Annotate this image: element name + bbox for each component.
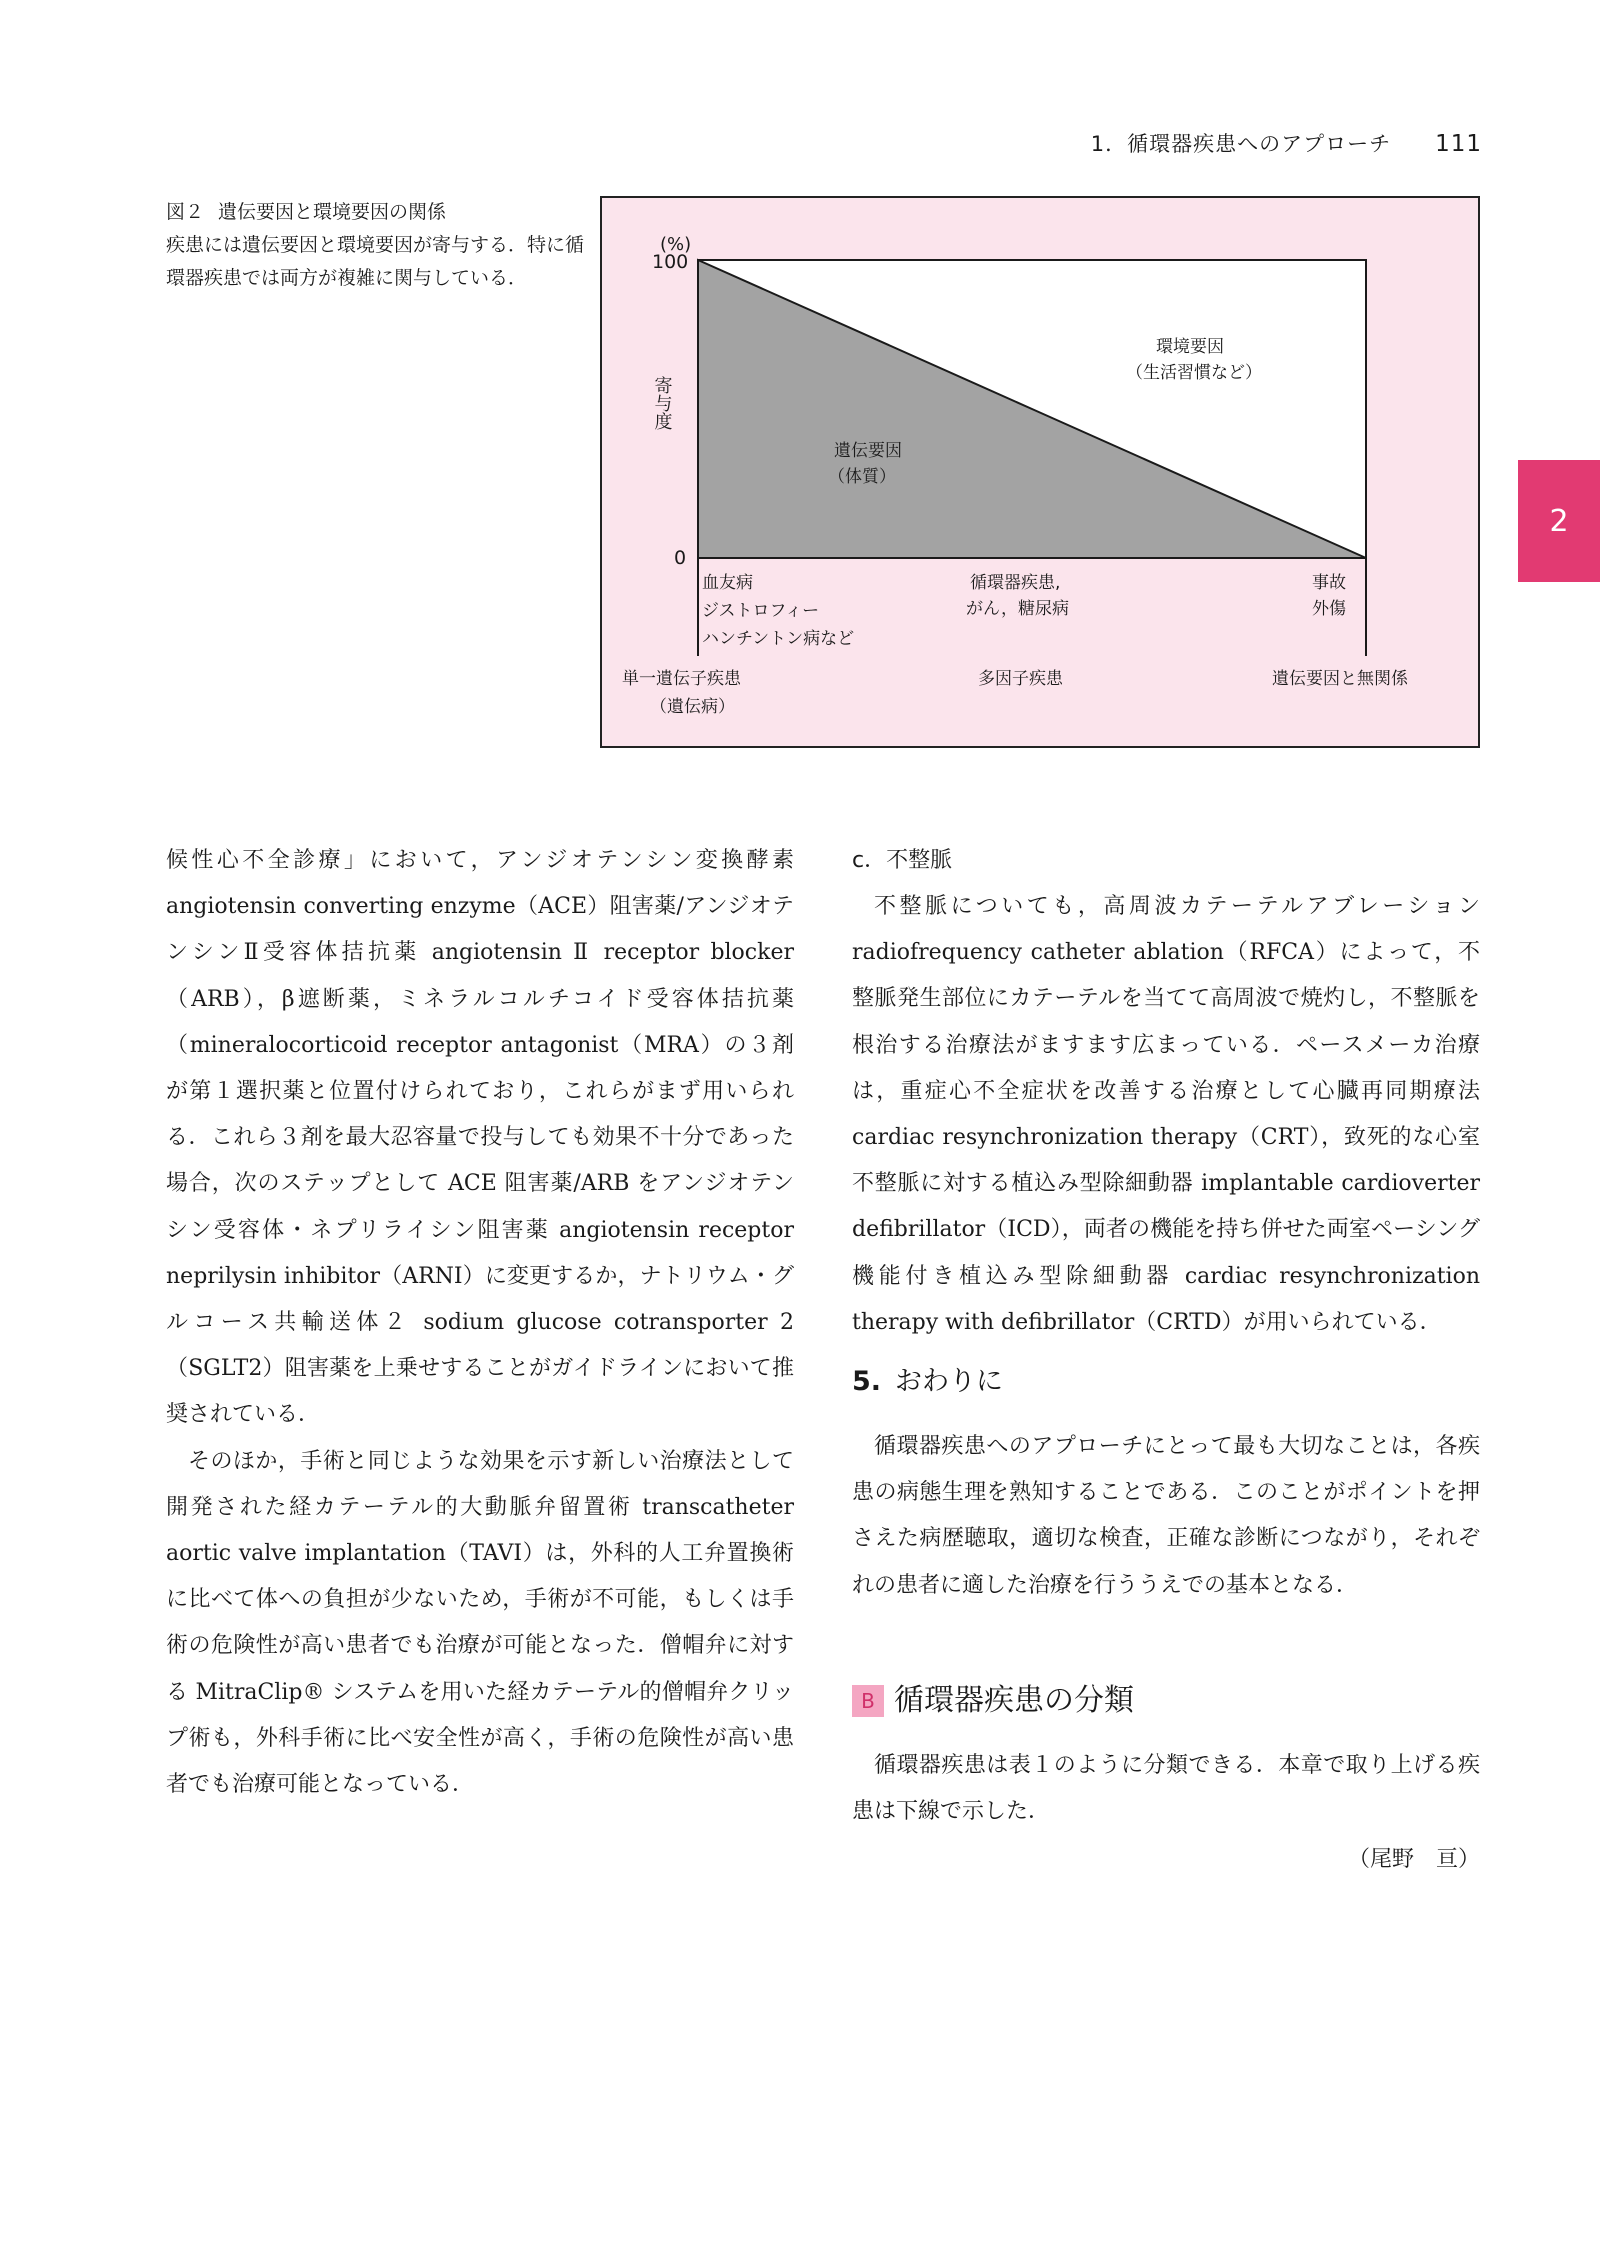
genetic-label: 遺伝要因 [834, 441, 902, 461]
category-middle: 多因子疾患 [978, 669, 1063, 689]
figure-box [600, 196, 1480, 748]
section-b-marker: B [852, 1685, 884, 1717]
right-column [852, 838, 1480, 1883]
chapter-tab: 2 [1518, 460, 1600, 582]
section-5-title: おわりに [895, 1366, 1004, 1398]
section-5-number: 5. [852, 1366, 882, 1398]
category-right: 遺伝要因と無関係 [1272, 669, 1408, 689]
right-paragraph-1: 不整脈についても，高周波カテーテルアブレーション radiofrequency catheter ablation（RFCA）によって，不整脈発生部位にカテーテルを当てて高周波で焼灼し，不整脈を根治する治療法がますます広まっている．ペースメーカ治療は，重症心不全症状を改善する治療として心臓再同期療法 cardiac resynchronization therapy（CRT），致死的な心室不整脈に対する植込み型除細動器 implantable cardioverter defibrillator（ICD），両者の機能を持ち併せた両室ペーシング機能付き植込み型除細動器 cardiac resynchronization therapy with defibrillator（CRTD）が用いられている． [852, 894, 1480, 1335]
y-tick-100: 100 [652, 251, 689, 273]
example-left-1: 血友病 [702, 573, 753, 593]
page-number: 111 [1435, 131, 1482, 157]
example-middle-2: がん，糖尿病 [966, 599, 1070, 619]
section-5-heading [852, 1360, 1480, 1404]
environment-label: 環境要因 [1156, 337, 1224, 357]
figure-title: 遺伝要因と環境要因の関係 [218, 201, 447, 223]
example-middle-1: 循環器疾患, [970, 573, 1061, 593]
section-b-heading [852, 1677, 1480, 1725]
running-title: 1．循環器疾患へのアプローチ [1090, 132, 1392, 156]
y-unit-label: (%) [660, 234, 692, 255]
section-b-title: 循環器疾患の分類 [894, 1682, 1134, 1718]
example-right-1: 事故 [1312, 573, 1346, 593]
category-left-sub: （遺伝病） [650, 697, 735, 717]
figure-number: 図２ [166, 201, 205, 223]
contribution-chart [602, 198, 1478, 746]
y-tick-0: 0 [674, 547, 687, 569]
genetic-sublabel: （体質） [828, 467, 896, 487]
example-left-3: ハンチントン病など [702, 629, 855, 649]
running-head [1091, 128, 1482, 158]
environment-sublabel: （生活習慣など） [1126, 363, 1262, 383]
right-paragraph-3: 循環器疾患は表１のように分類できる．本章で取り上げる疾患は下線で示した． [852, 1752, 1480, 1825]
subheading-arrhythmia: c．不整脈 [852, 848, 953, 873]
left-column [166, 838, 794, 1808]
example-left-2: ジストロフィー [702, 601, 820, 621]
figure-caption [166, 196, 590, 295]
y-axis-label: 寄与度 [651, 376, 673, 430]
figure-caption-text: 疾患には遺伝要因と環境要因が寄与する．特に循環器疾患では両方が複雑に関与している． [166, 234, 585, 289]
example-right-2: 外傷 [1312, 599, 1346, 619]
left-paragraph-1: 候性心不全診療」において，アンジオテンシン変換酵素 angiotensin converting enzyme（ACE）阻害薬/アンジオテンシンⅡ受容体拮抗薬 angiotensin Ⅱ receptor blocker（ARB），β遮断薬，ミネラルコルチコイド受容体拮抗薬（mineralocorticoid receptor antagonist（MRA）の３剤が第１選択薬と位置付けられており，これらがまず用いられる．これら３剤を最大忍容量で投与しても効果不十分であった場合，次のステップとして ACE 阻害薬/ARB をアンジオテンシン受容体・ネプリライシン阻害薬 angiotensin receptor neprilysin inhibitor（ARNI）に変更するか，ナトリウム・グルコース共輸送体２ sodium glucose cotransporter 2（SGLT2）阻害薬を上乗せすることがガイドラインにおいて推奨されている． [166, 848, 794, 1428]
left-paragraph-2: そのほか，手術と同じような効果を示す新しい治療法として開発された経カテーテル的大動脈弁留置術 transcatheter aortic valve implantation（TAVI）は，外科的人工弁置換術に比べて体への負担が少ないため，手術が不可能，もしくは手術の危険性が高い患者でも治療が可能となった．僧帽弁に対する MitraClip® システムを用いた経カテーテル的僧帽弁クリップ術も，外科手術に比べ安全性が高く，手術の危険性が高い患者でも治療可能となっている． [166, 1448, 794, 1798]
author-credit: （尾野 亘） [1347, 1847, 1480, 1873]
right-paragraph-2: 循環器疾患へのアプローチにとって最も大切なことは，各疾患の病態生理を熟知することである．このことがポイントを押さえた病歴聴取，適切な検査，正確な診断につながり，それぞれの患者に適した治療を行ううえでの基本となる． [852, 1434, 1480, 1598]
category-left: 単一遺伝子疾患 [622, 669, 741, 689]
